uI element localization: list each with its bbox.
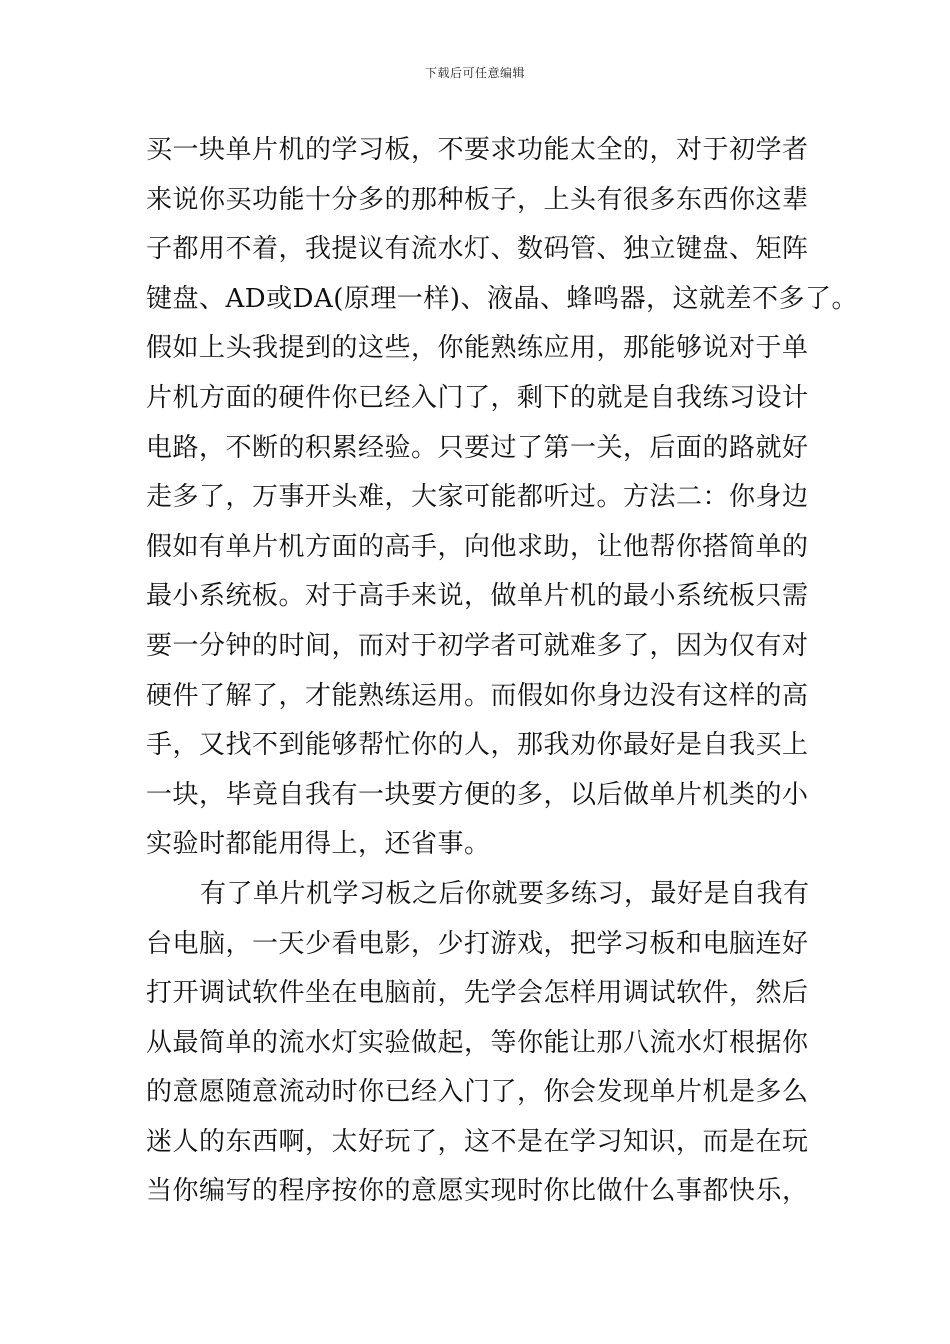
text-line: 实验时都能用得上，还省事。 xyxy=(146,829,491,860)
text-line: 硬件了解了，才能熟练运用。而假如你身边没有这样的高 xyxy=(146,680,809,711)
page-header: 下载后可任意编辑 xyxy=(424,66,525,80)
text-line: 最小系统板。对于高手来说，做单片机的最小系统板只需 xyxy=(146,581,809,612)
text-line: 一块，毕竟自我有一块要方便的多，以后做单片机类的小 xyxy=(146,779,809,810)
paragraph-2 xyxy=(146,870,826,1217)
text-line: 手，又找不到能够帮忙你的人，那我劝你最好是自我买上 xyxy=(146,730,809,761)
text-line: 走多了，万事开头难，大家可能都听过。方法二：你身边 xyxy=(146,482,809,513)
text-line: 来说你买功能十分多的那种板子，上头有很多东西你这辈 xyxy=(146,184,809,215)
text-line: 子都用不着，我提议有流水灯、数码管、独立键盘、矩阵 xyxy=(146,234,809,265)
text-line: 的意愿随意流动时你已经入门了，你会发现单片机是多么 xyxy=(146,1077,809,1108)
text-line: 片机方面的硬件你已经入门了，剩下的就是自我练习设计 xyxy=(146,382,809,413)
text-line: 假如上头我提到的这些，你能熟练应用，那能够说对于单 xyxy=(146,333,809,364)
text-line: 买一块单片机的学习板，不要求功能太全的，对于初学者 xyxy=(146,135,809,165)
text-line: 打开调试软件坐在电脑前，先学会怎样用调试软件，然后 xyxy=(146,978,809,1009)
text-line: 从最简单的流水灯实验做起，等你能让那八流水灯根据你 xyxy=(146,1027,809,1058)
text-line: 台电脑，一天少看电影，少打游戏，把学习板和电脑连好 xyxy=(146,928,809,959)
text-line: 有了单片机学习板之后你就要多练习，最好是自我有 xyxy=(200,878,810,909)
text-line: 假如有单片机方面的高手，向他求助，让他帮你搭简单的 xyxy=(146,531,809,562)
text-line: 键盘、AD或DA(原理一样)、液晶、蜂鸣器，这就差不多了。 xyxy=(146,283,859,314)
text-line: 要一分钟的时间，而对于初学者可就难多了，因为仅有对 xyxy=(146,630,809,661)
text-line: 电路，不断的积累经验。只要过了第一关，后面的路就好 xyxy=(146,432,809,463)
document-body xyxy=(146,126,859,1217)
paragraph-1 xyxy=(146,126,859,870)
text-line: 迷人的东西啊，太好玩了，这不是在学习知识，而是在玩 xyxy=(146,1126,809,1157)
text-line: 当你编写的程序按你的意愿实现时你比做什么事都快乐， xyxy=(146,1176,809,1207)
